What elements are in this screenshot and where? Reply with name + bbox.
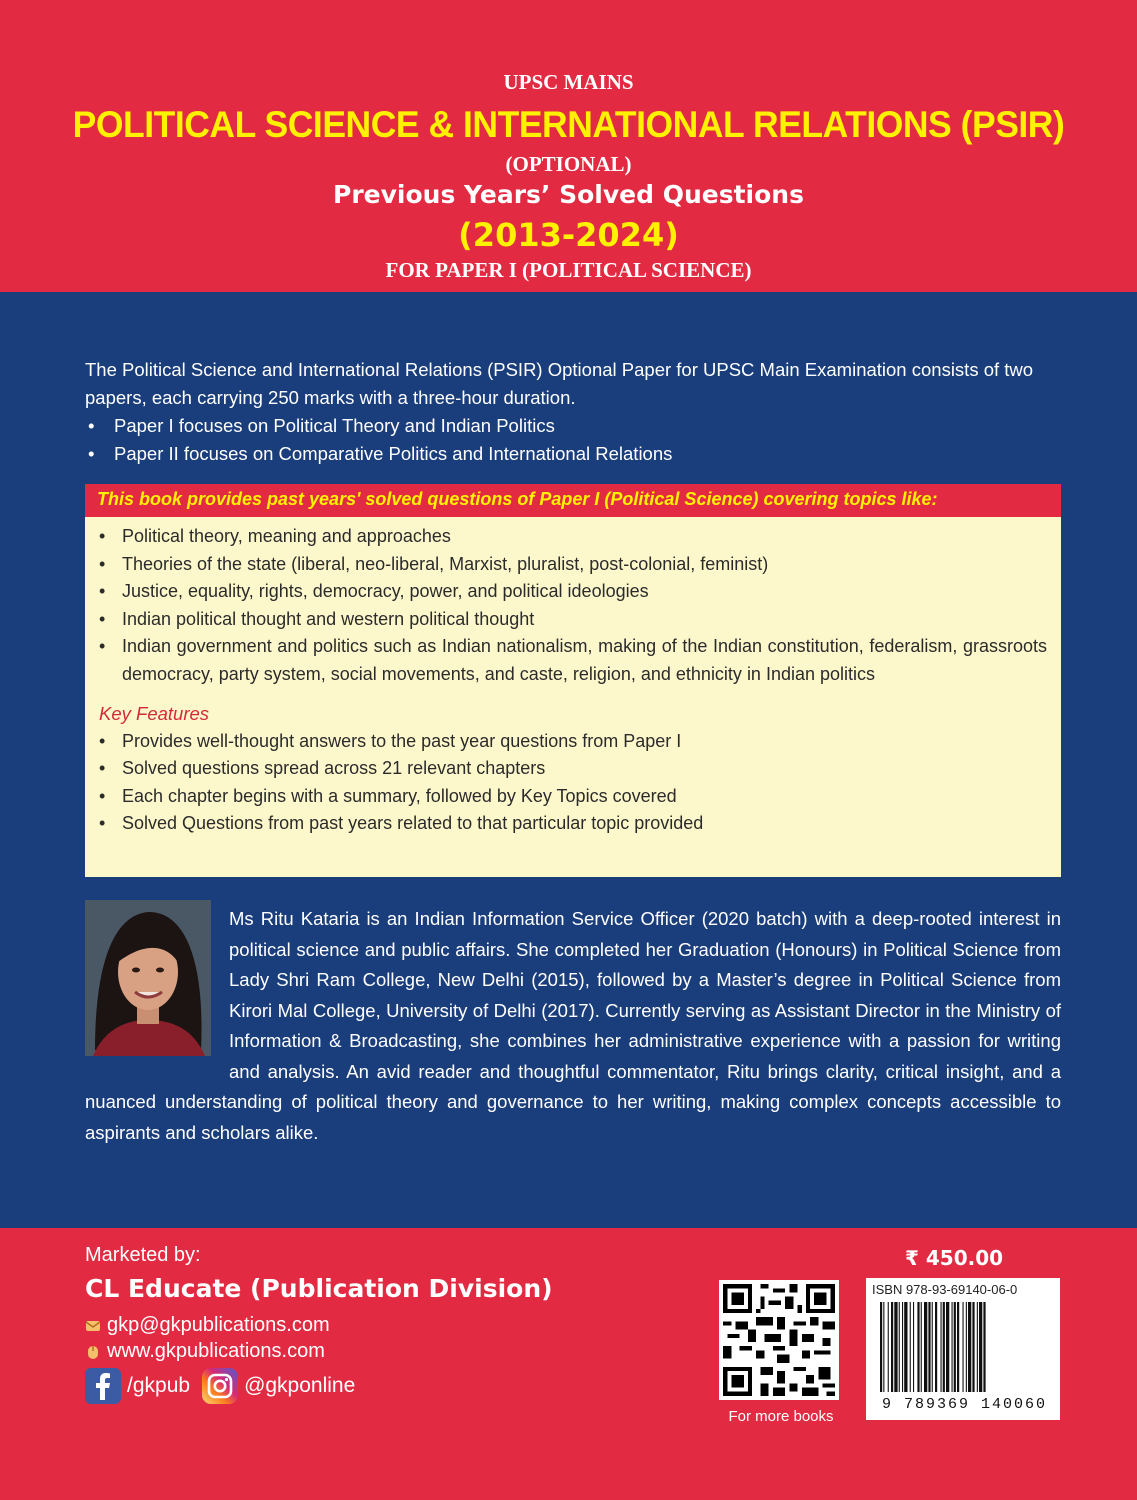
facebook-icon: [85, 1368, 121, 1404]
bullet-icon: •: [99, 608, 106, 629]
barcode-bar: [891, 1302, 893, 1392]
list-item: • Solved Questions from past years related to that particular topic provided: [99, 810, 1047, 838]
list-item: • Political theory, meaning and approaches: [99, 523, 1047, 551]
barcode-bar: [924, 1302, 927, 1392]
topics-list: [99, 523, 1047, 688]
bullet-icon: •: [99, 730, 106, 751]
barcode-bar: [894, 1302, 897, 1392]
barcode-bar: [966, 1302, 967, 1392]
author-portrait-image: [85, 900, 211, 1056]
paper-label: FOR PAPER I (POLITICAL SCIENCE): [385, 258, 752, 282]
barcode-bar: [921, 1302, 922, 1392]
years-range: (2013-2024): [458, 216, 679, 254]
barcode-bar: [946, 1302, 949, 1392]
barcode-bar: [979, 1302, 982, 1392]
marketed-by-label: Marketed by:: [85, 1244, 201, 1266]
barcode-bar: [952, 1302, 953, 1392]
barcode-bar: [917, 1302, 919, 1392]
author-bio-text: Ms Ritu Kataria is an Indian Information Service Officer (2020 batch) with a deep-rooted interest in political science and public affairs. She completed her Graduation (Honours) in Political Science from Lady Shri Ram College, New Delhi (2015), followed by a Master’s degree in Political Science from Kirori Mal College, University of Delhi (2017). Currently serving as Assistant Director in the Ministry of Information & Broadcasting, she combines her administrative experience with a passion for writing and analysis. An avid reader and thoughtful commentator, Ritu brings clarity, critical insight, and a nuanced understanding of political theory and governance to her writing, making complex concepts accessible to aspirants and scholars alike.: [85, 908, 1061, 1143]
intro-section: [85, 356, 1065, 468]
author-photo: [85, 900, 211, 1056]
website-contact: [85, 1340, 325, 1363]
barcode-bar: [963, 1302, 964, 1392]
papers-list: [85, 412, 1065, 468]
list-item: • Indian political thought and western political thought: [99, 606, 1047, 634]
barcode-number: 9 789369 140060: [882, 1396, 1048, 1413]
barcode-bar: [943, 1302, 945, 1392]
list-item: • Justice, equality, rights, democracy, power, and political ideologies: [99, 578, 1047, 606]
barcode-bar: [977, 1302, 978, 1392]
bullet-icon: •: [99, 636, 106, 656]
barcode-bar: [968, 1302, 971, 1392]
qr-code-image: [719, 1280, 839, 1400]
barcode-bar: [888, 1302, 889, 1392]
list-item: • Solved questions spread across 21 relevant chapters: [99, 755, 1047, 783]
barcode-bar: [932, 1302, 933, 1392]
barcode-bar: [904, 1302, 907, 1392]
topics-heading: This book provides past years' solved questions of Paper I (Political Science) covering topics like:: [85, 484, 1061, 517]
list-item: • Paper II focuses on Comparative Politics and International Relations: [85, 440, 1065, 468]
barcode-bar: [883, 1302, 884, 1392]
isbn-label: ISBN 978-93-69140-06-0: [872, 1282, 1018, 1297]
facebook-handle[interactable]: /gkpub: [127, 1374, 191, 1397]
bullet-icon: •: [99, 581, 106, 601]
bullet-icon: •: [99, 758, 106, 778]
list-item: • Each chapter begins with a summary, followed by Key Topics covered: [99, 783, 1047, 811]
barcode-box: [866, 1278, 1060, 1420]
email-contact: [85, 1314, 330, 1337]
book-title: POLITICAL SCIENCE & INTERNATIONAL RELATIONS (PSIR): [72, 104, 1065, 145]
barcode-bar: [910, 1302, 911, 1392]
description-band: [0, 292, 1137, 1228]
barcode-bar: [913, 1302, 914, 1392]
barcode-bar: [941, 1302, 942, 1392]
barcode-bar: [972, 1302, 974, 1392]
list-item: • Paper I focuses on Political Theory and Indian Politics: [85, 412, 1065, 440]
qr-code[interactable]: [719, 1280, 839, 1400]
topics-body: [85, 517, 1061, 838]
topics-box: [85, 484, 1061, 877]
barcode-bar: [880, 1302, 882, 1392]
list-item: • Provides well-thought answers to the past year questions from Paper I: [99, 728, 1047, 756]
instagram-handle[interactable]: @gkponline: [244, 1374, 356, 1397]
qr-caption: For more books: [728, 1408, 834, 1425]
list-item: • Indian government and politics such as Indian nationalism, making of the Indian constitution, federalism, grassroots democracy, party system, social movements, and caste, religion, and ethnicity in Indian politics: [99, 633, 1047, 688]
barcode-bar: [957, 1302, 959, 1392]
key-features-title: Key Features: [99, 703, 210, 724]
bullet-icon: •: [99, 785, 106, 806]
header-band: [0, 0, 1137, 292]
bullet-icon: •: [99, 553, 106, 574]
publisher-name: CL Educate (Publication Division): [85, 1274, 553, 1303]
barcode-icon: [880, 1302, 1048, 1396]
price-label: ₹ 450.00: [905, 1246, 1004, 1270]
exam-line: UPSC MAINS: [503, 70, 634, 94]
book-subtitle: Previous Years’ Solved Questions: [333, 180, 804, 209]
instagram-icon: [202, 1368, 238, 1404]
barcode-bar: [902, 1302, 903, 1392]
bullet-icon: •: [88, 443, 95, 464]
barcode-bar: [928, 1302, 930, 1392]
barcode-bar: [954, 1302, 956, 1392]
mouse-icon: [85, 1344, 101, 1360]
barcode-bar: [983, 1302, 985, 1392]
social-links: [85, 1368, 355, 1404]
footer-band: [0, 1228, 1137, 1500]
bullet-icon: •: [99, 526, 106, 546]
mail-icon: [85, 1318, 101, 1334]
intro-paragraph: The Political Science and International Relations (PSIR) Optional Paper for UPSC Main Examination consists of two papers, each carrying 250 marks with a three-hour duration.: [85, 359, 1034, 408]
barcode-bar: [935, 1302, 937, 1392]
email-link[interactable]: gkp@gkpublications.com: [107, 1314, 330, 1336]
bullet-icon: •: [88, 415, 95, 436]
website-link[interactable]: www.gkpublications.com: [107, 1340, 325, 1362]
optional-label: (OPTIONAL): [505, 152, 632, 176]
author-bio: [85, 904, 1061, 1148]
bullet-icon: •: [99, 813, 106, 833]
key-features-list: [99, 728, 1047, 838]
barcode-bar: [899, 1302, 900, 1392]
list-item: • Theories of the state (liberal, neo-liberal, Marxist, pluralist, post-colonial, feminist): [99, 551, 1047, 579]
